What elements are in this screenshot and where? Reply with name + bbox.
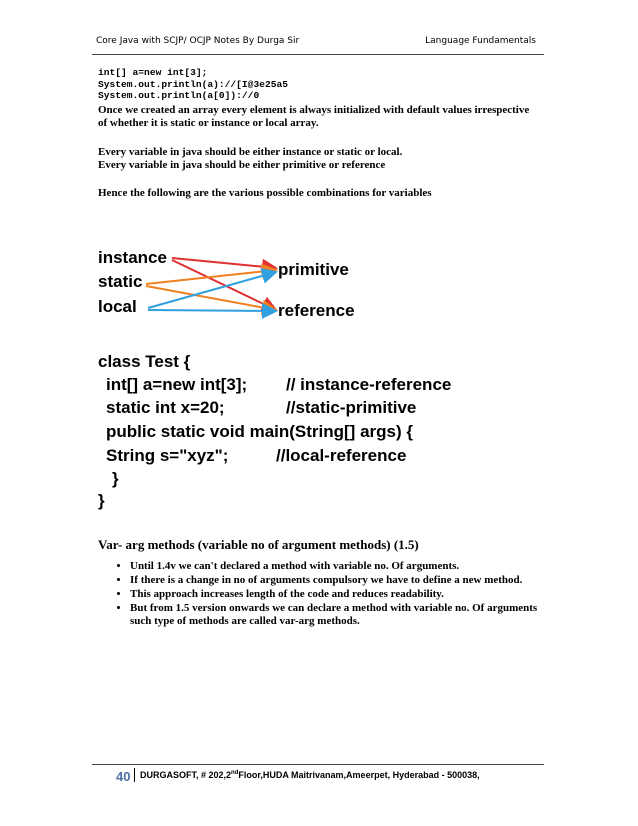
paragraph-default-values: Once we created an array every element is always initialized with default values irrespective of whether it is static or instance or local array. [98, 104, 530, 129]
header-chapter-title: Language Fundamentals [425, 36, 536, 46]
var-arg-bullet-list [98, 560, 550, 629]
code-line: int[] a=new int[3]; [98, 67, 208, 78]
code-line: System.out.println(a[0])://0 [98, 90, 260, 101]
footer-address [140, 770, 480, 780]
footer-divider [134, 768, 135, 782]
code-comment-local-reference: //local-reference [276, 446, 407, 465]
footer-address-part: Floor,HUDA Maitrivanam,Ameerpet, Hyderabad - 500038, [238, 770, 480, 780]
label-local: local [98, 297, 137, 316]
paragraph-line: Every variable in java should be either primitive or reference [98, 159, 386, 171]
code-line: System.out.println(a)://[I@3e25a5 [98, 78, 288, 90]
section-title-var-arg: Var- arg methods (variable no of argument methods) (1.5) [98, 537, 419, 552]
footer-address-part: DURGASOFT, # 202,2 [140, 770, 232, 780]
page-footer [92, 766, 544, 786]
page-header [96, 36, 536, 50]
arrow-local-reference [148, 310, 276, 311]
footer-address-sup: nd [231, 770, 239, 776]
code-comment-instance-reference: // instance-reference [286, 375, 452, 394]
code-line-string: String s="xyz"; [106, 446, 229, 465]
code-line-static: static int x=20; [106, 398, 225, 417]
paragraph-combinations: Hence the following are the various possible combinations for variables [98, 187, 432, 199]
variable-combinations-figure [90, 240, 550, 520]
code-line-class: class Test { [98, 352, 191, 371]
code-line-array: int[] a=new int[3]; [106, 375, 248, 394]
footer-rule [92, 764, 544, 765]
paragraph-variable-kind [98, 146, 538, 172]
label-instance: instance [98, 248, 167, 267]
code-comment-static-primitive: //static-primitive [286, 398, 417, 417]
list-item: • Until 1.4v we can't declared a method with variable no. Of arguments. [130, 560, 550, 573]
label-reference: reference [278, 301, 355, 320]
list-item: • But from 1.5 version onwards we can declare a method with variable no. Of arguments such type of methods are called var-arg methods. [130, 602, 550, 628]
list-item: • If there is a change in no of arguments compulsory we have to define a new method. [130, 574, 550, 587]
code-snippet-array [98, 67, 288, 102]
header-book-title: Core Java with SCJP/ OCJP Notes By Durga Sir [96, 36, 300, 46]
header-rule [92, 54, 544, 55]
code-line-main: public static void main(String[] args) { [106, 422, 413, 441]
code-line-close-class: } [98, 491, 105, 510]
list-item: • This approach increases length of the code and reduces readability. [130, 588, 550, 601]
page-number: 40 [116, 769, 131, 784]
paragraph-line: Every variable in java should be either instance or static or local. [98, 146, 403, 158]
label-static: static [98, 272, 143, 291]
label-primitive: primitive [278, 260, 349, 279]
code-line-close-method: } [112, 469, 119, 488]
